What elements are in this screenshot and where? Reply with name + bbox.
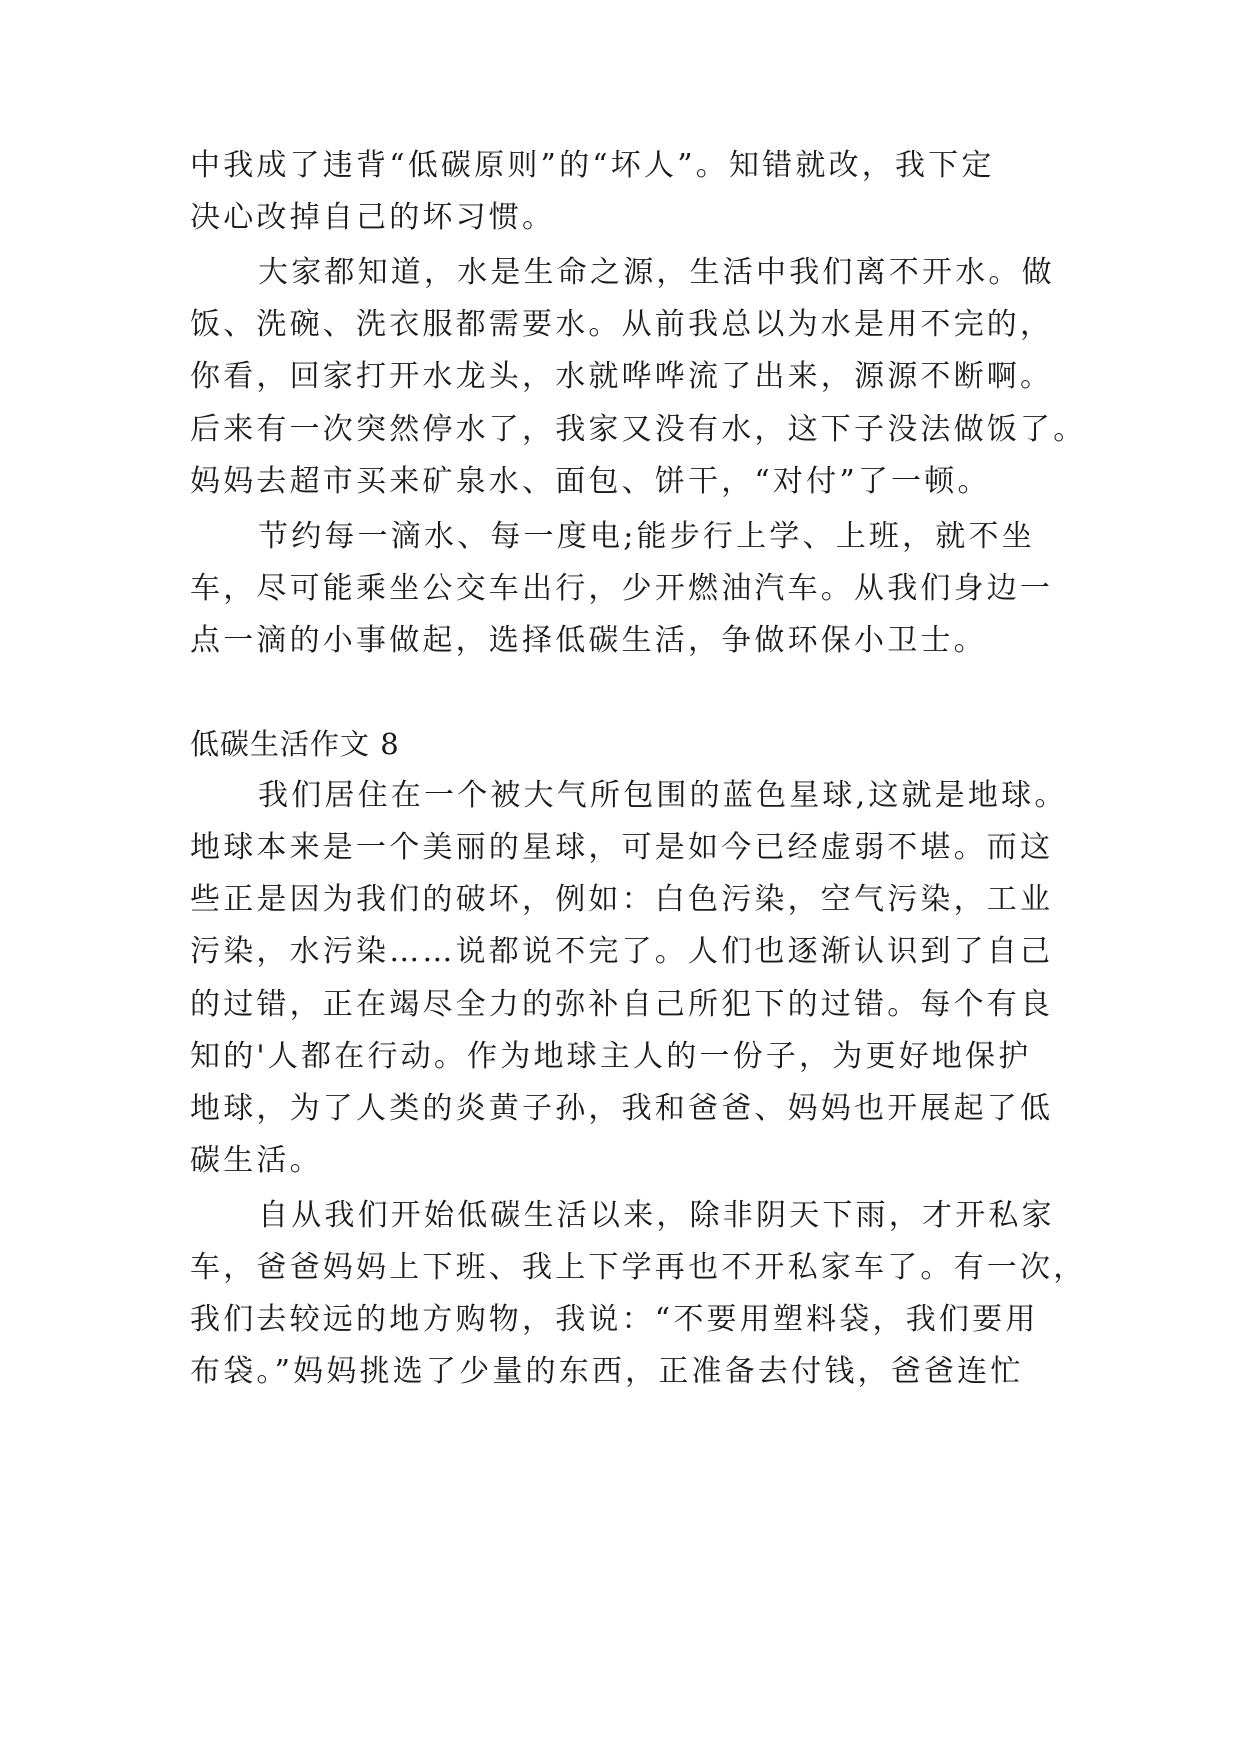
text-line: 碳生活。 <box>190 1143 323 1178</box>
text-line: 中我成了违背“低碳原则”的“坏人”。知错就改，我下定 <box>190 148 995 183</box>
paragraph-first-line: 我们居住在一个被大气所包围的蓝色星球,这就是地球。 <box>258 778 1068 813</box>
text-line: 些正是因为我们的破坏，例如：白色污染，空气污染，工业 <box>190 882 1054 917</box>
paragraph-first-line: 节约每一滴水、每一度电;能步行上学、上班，就不坐 <box>258 519 1035 554</box>
text-line: 点一滴的小事做起，选择低碳生活，争做环保小卫士。 <box>190 623 987 658</box>
text-line: 车，爸爸妈妈上下班、我上下学再也不开私家车了。有一次， <box>190 1250 1087 1285</box>
paragraph-first-line: 自从我们开始低碳生活以来，除非阴天下雨，才开私家 <box>258 1198 1055 1233</box>
text-line: 决心改掉自己的坏习惯。 <box>190 200 556 235</box>
text-line: 的过错，正在竭尽全力的弥补自己所犯下的过错。每个有良 <box>190 987 1054 1022</box>
text-line: 后来有一次突然停水了，我家又没有水，这下子没法做饭了。 <box>190 412 1087 447</box>
paragraph-first-line: 大家都知道，水是生命之源，生活中我们离不开水。做 <box>258 255 1055 290</box>
text-line: 车，尽可能乘坐公交车出行，少开燃油汽车。从我们身边一 <box>190 571 1054 606</box>
text-line: 你看，回家打开水龙头，水就哗哗流了出来，源源不断啊。 <box>190 359 1054 394</box>
text-line: 饭、洗碗、洗衣服都需要水。从前我总以为水是用不完的， <box>190 307 1054 342</box>
text-line: 布袋。”妈妈挑选了少量的东西，正准备去付钱，爸爸连忙 <box>190 1354 1024 1389</box>
text-line: 地球，为了人类的炎黄子孙，我和爸爸、妈妈也开展起了低 <box>190 1091 1054 1126</box>
section-title: 低碳生活作文 8 <box>190 727 400 761</box>
text-line: 地球本来是一个美丽的星球，可是如今已经虚弱不堪。而这 <box>190 830 1054 865</box>
text-line: 污染，水污染……说都说不完了。人们也逐渐认识到了自己 <box>190 934 1054 969</box>
text-line: 我们去较远的地方购物，我说：“不要用塑料袋，我们要用 <box>190 1302 1039 1337</box>
text-line: 知的'人都在行动。作为地球主人的一份子，为更好地保护 <box>190 1039 1032 1074</box>
text-line: 妈妈去超市买来矿泉水、面包、饼干，“对付”了一顿。 <box>190 464 991 499</box>
